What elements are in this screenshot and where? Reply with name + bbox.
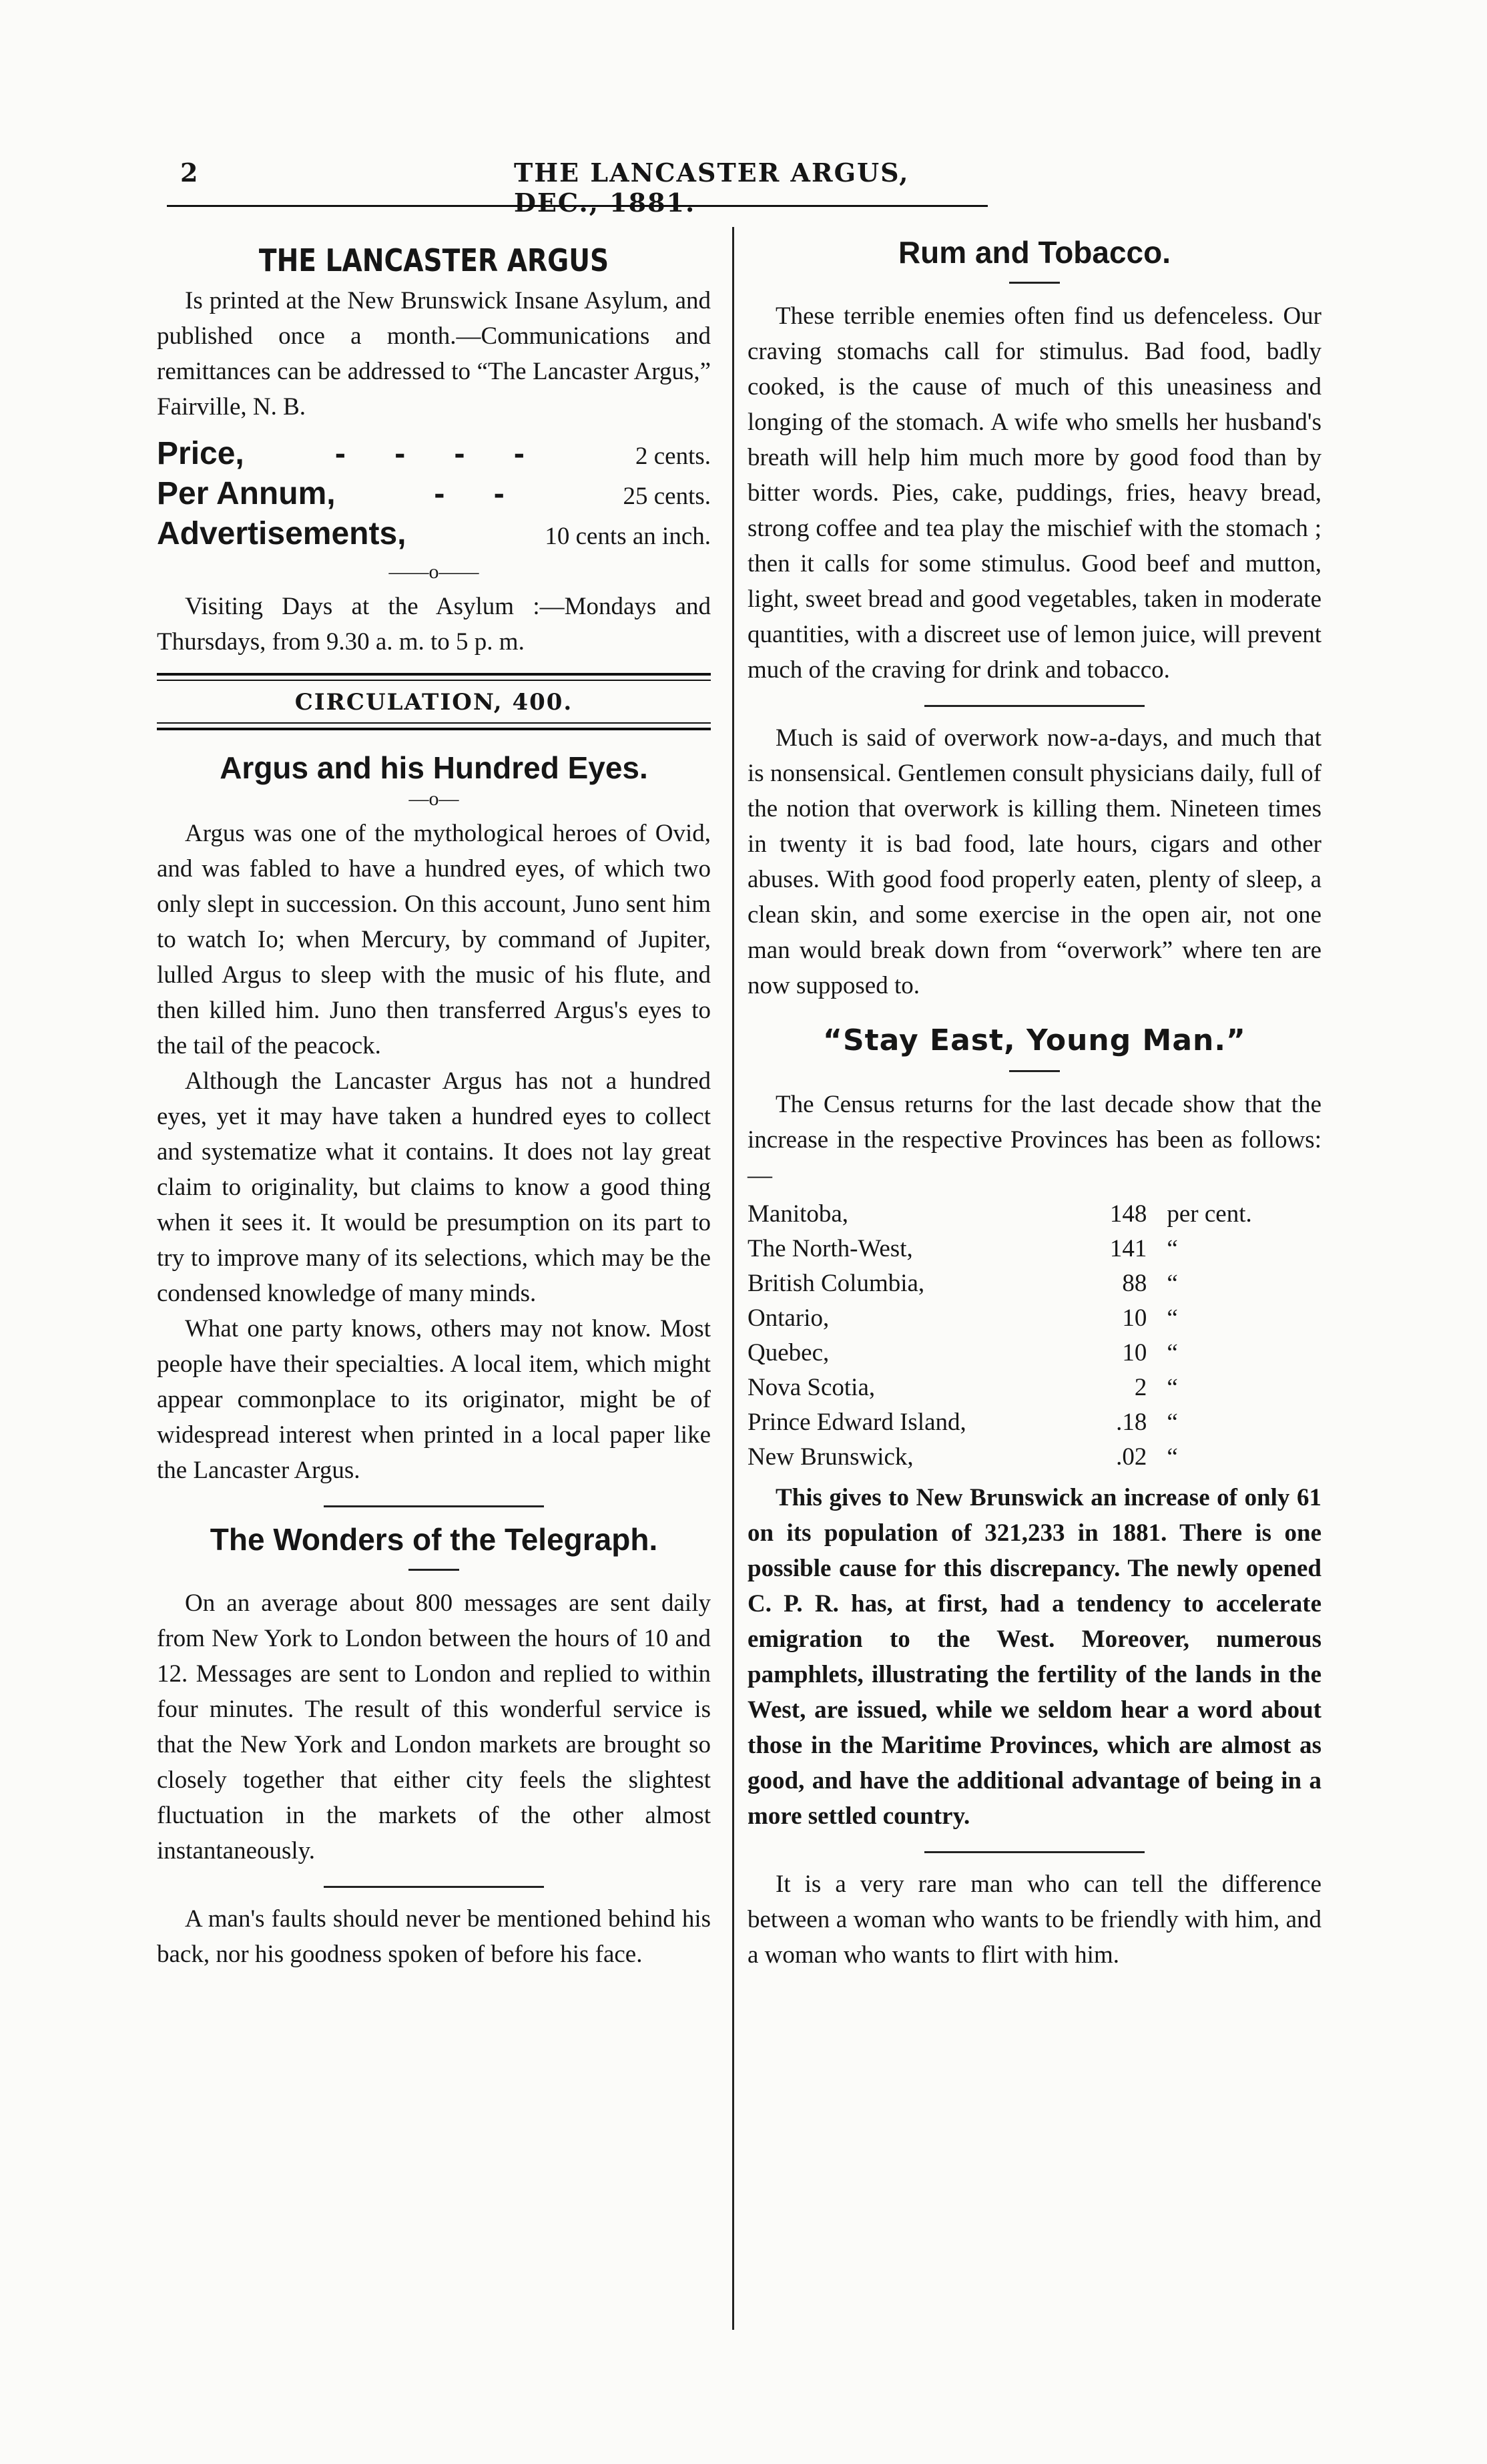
table-row xyxy=(748,1371,1321,1405)
argus-paragraph: Although the Lancaster Argus has not a hundred eyes, yet it may have taken a hundred eyes to collect and systematize what it contains. It does not lay great claim to originality, but claims to know a good thing when it sees it. It would be presumption on its part to try to improve many of its selections, which may be the condensed knowledge of many minds. xyxy=(157,1067,711,1307)
circulation-rule-bottom xyxy=(157,722,711,730)
province-name: Prince Edward Island, xyxy=(748,1409,966,1436)
telegraph-article-title: The Wonders of the Telegraph. xyxy=(210,1522,658,1557)
province-unit: “ xyxy=(1167,1235,1178,1262)
province-percent: 88 xyxy=(1122,1270,1147,1297)
page-number: 2 xyxy=(180,158,198,188)
advertisements-label: Advertisements, xyxy=(157,516,406,551)
table-row xyxy=(748,1301,1321,1336)
woman-item: It is a very rare man who can tell the difference between a woman who wants to be friendly with him, and a woman who wants to flirt with him. xyxy=(748,1871,1321,1969)
rum-article-title: Rum and Tobacco. xyxy=(898,235,1171,270)
running-title: THE LANCASTER ARGUS, DEC., 1881. xyxy=(514,158,910,218)
province-percent: 141 xyxy=(1109,1235,1147,1262)
masthead-separator: ——o—— xyxy=(388,561,479,583)
title-underline xyxy=(1009,1070,1060,1072)
province-unit: “ xyxy=(1167,1374,1178,1401)
province-name: The North-West, xyxy=(748,1235,913,1262)
argus-article-title: Argus and his Hundred Eyes. xyxy=(220,750,648,785)
table-row xyxy=(748,1336,1321,1371)
price-label: Price, xyxy=(157,436,244,471)
province-percent: 10 xyxy=(1122,1339,1147,1367)
province-name: British Columbia, xyxy=(748,1270,925,1297)
right-column xyxy=(748,234,1321,1973)
province-percent: .02 xyxy=(1116,1443,1147,1471)
header-rule xyxy=(167,205,988,207)
per-annum-value: 25 cents. xyxy=(623,483,711,510)
article-divider xyxy=(324,1505,544,1507)
article-divider xyxy=(924,1851,1145,1853)
price-row xyxy=(157,435,711,475)
per-annum-dashes: - - xyxy=(434,476,525,511)
argus-paragraph: What one party knows, others may not know. Most people have their specialties. A local item, which might appear commonplace to its originator, might be of widespread interest when printed in a local paper like the Lancaster Argus. xyxy=(157,1315,711,1484)
table-row xyxy=(748,1266,1321,1301)
title-underline xyxy=(1009,282,1060,284)
province-unit: “ xyxy=(1167,1304,1178,1332)
per-annum-label: Per Annum, xyxy=(157,476,336,511)
rum-paragraph: These terrible enemies often find us defenceless. Our craving stomachs call for stimulus. Bad food, badly cooked, is the cause of much of this uneasiness and longing of the stomach. A wife who smells her husband's breath will help him much more by good food than by bitter words. Pies, cake, puddings, fries, heavy bread, strong coffee and tea play the mischief with the stomach ; then it calls for some stimulus. Good beef and mutton, light, sweet bread and good vegetables, taken in moderate quantities, with a discreet use of lemon juice, will prevent much of the craving for drink and tobacco. xyxy=(748,302,1321,684)
price-list xyxy=(157,435,711,555)
visiting-days: Visiting Days at the Asylum :—Mondays and Thursdays, from 9.30 a. m. to 5 p. m. xyxy=(157,593,711,656)
province-unit: per cent. xyxy=(1167,1200,1252,1228)
province-percent: 148 xyxy=(1109,1200,1147,1228)
article-divider xyxy=(324,1886,544,1888)
price-value: 2 cents. xyxy=(635,443,711,470)
column-divider xyxy=(732,227,734,2330)
circulation-notice: CIRCULATION, 400. xyxy=(294,689,573,716)
spacer xyxy=(748,1003,1321,1022)
census-intro: The Census returns for the last decade show that the increase in the respective Provinces has been as follows:— xyxy=(748,1091,1321,1189)
argus-separator: —o— xyxy=(408,788,459,810)
per-annum-row xyxy=(157,475,711,515)
telegraph-paragraph: On an average about 800 messages are sent daily from New York to London between the hours of 10 and 12. Messages are sent to London and replied to within four minutes. The result of this wonderful service is that the New York and London markets are brought so closely together that either city feels the slightest fluctuation in the markets of the other almost instantaneously. xyxy=(157,1589,711,1865)
circulation-rule-top xyxy=(157,673,711,681)
province-name: Ontario, xyxy=(748,1304,830,1332)
argus-paragraph: Argus was one of the mythological heroes of Ovid, and was fabled to have a hundred eyes, of which two only slept in succession. On this account, Juno sent him to watch Io; when Mercury, by command of Jupiter, lulled Argus to sleep with the music of his flute, and then killed him. Juno then transferred Argus's eyes to the tail of the peacock. xyxy=(157,820,711,1059)
province-percent: 2 xyxy=(1134,1374,1147,1401)
province-name: Nova Scotia, xyxy=(748,1374,876,1401)
province-unit: “ xyxy=(1167,1409,1178,1436)
faults-item: A man's faults should never be mentioned behind his back, nor his goodness spoken of before his face. xyxy=(157,1905,711,1968)
price-dashes: - - - - xyxy=(334,436,545,471)
province-unit: “ xyxy=(1167,1339,1178,1367)
left-column xyxy=(157,234,711,1972)
table-row xyxy=(748,1232,1321,1266)
census-table xyxy=(748,1197,1321,1475)
province-unit: “ xyxy=(1167,1270,1178,1297)
province-unit: “ xyxy=(1167,1443,1178,1471)
table-row xyxy=(748,1440,1321,1475)
page-header xyxy=(167,158,988,218)
advertisements-value: 10 cents an inch. xyxy=(545,523,711,550)
advertisements-row xyxy=(157,515,711,555)
title-underline xyxy=(408,1569,459,1571)
province-name: New Brunswick, xyxy=(748,1443,914,1471)
census-conclusion: This gives to New Brunswick an increase of only 61 on its population of 321,233 in 1881. There is one possible cause for this discrepancy. The newly opened C. P. R. has, at first, had a tendency to accelerate emigration to the West. Moreover, numerous pamphlets, illustrating the fertility of the lands in the West, are issued, while we seldom hear a word about those in the Maritime Provinces, which are almost as good, and have the additional advantage of being in a more settled country. xyxy=(748,1484,1321,1830)
province-name: Quebec, xyxy=(748,1339,830,1367)
article-divider xyxy=(924,705,1145,707)
table-row xyxy=(748,1197,1321,1232)
table-row xyxy=(748,1405,1321,1440)
province-name: Manitoba, xyxy=(748,1200,849,1228)
masthead-title: THE LANCASTER ARGUS xyxy=(258,242,609,278)
stay-east-title: “Stay East, Young Man.” xyxy=(823,1023,1246,1057)
masthead-description: Is printed at the New Brunswick Insane Asylum, and published once a month.—Communications and remittances can be addressed to “The Lancaster Argus,” Fairville, N. B. xyxy=(157,287,711,421)
province-percent: .18 xyxy=(1116,1409,1147,1436)
province-percent: 10 xyxy=(1122,1304,1147,1332)
overwork-paragraph: Much is said of overwork now-a-days, and much that is nonsensical. Gentlemen consult physicians daily, full of the notion that overwork is killing them. Nineteen times in twenty it is bad food, late hours, cigars and other abuses. With good food properly eaten, plenty of sleep, a clean skin, and some exercise in the open air, not one man would break down from “overwork” where ten are now supposed to. xyxy=(748,724,1321,999)
